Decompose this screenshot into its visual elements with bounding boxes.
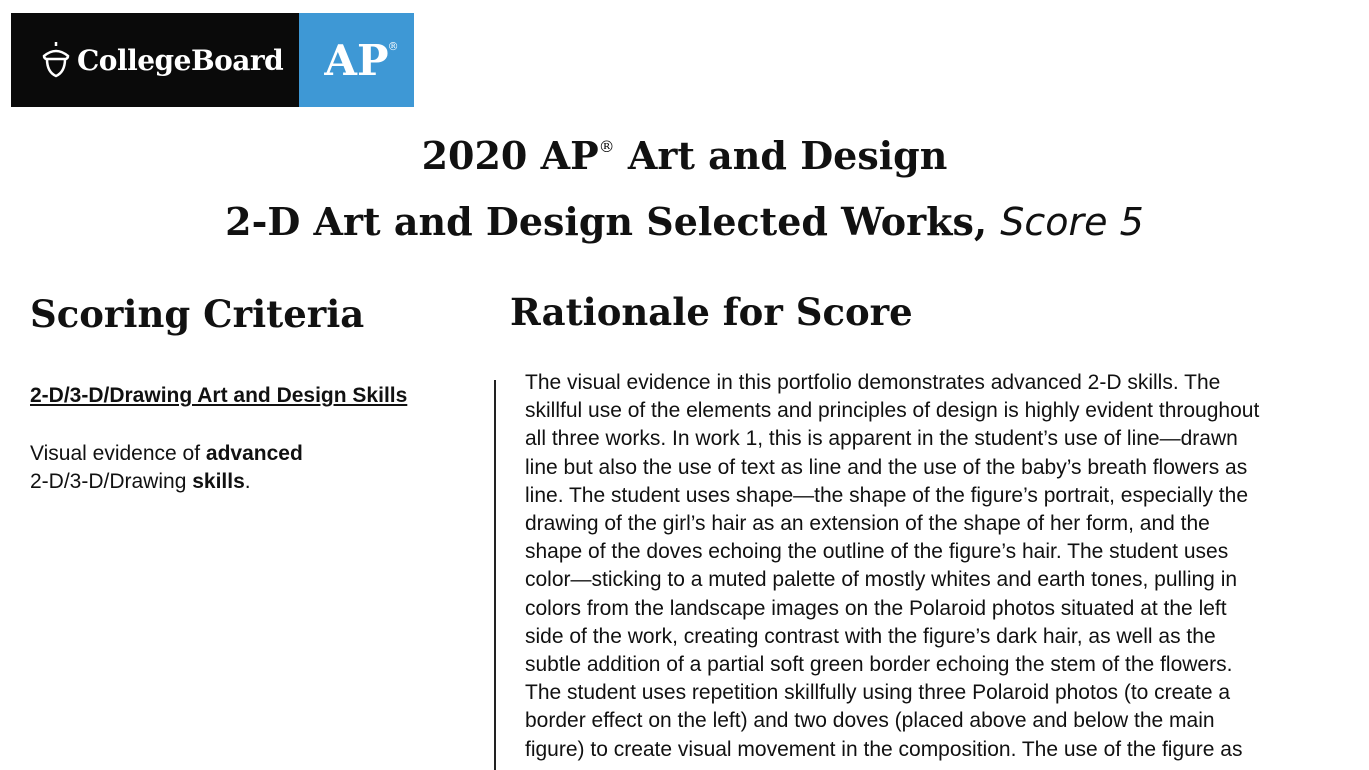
criteria-d: skills [192, 470, 245, 493]
rationale-line: colors from the landscape images on the Polaroid photos situated at the left [525, 596, 1227, 620]
ap-registered-mark: ® [387, 39, 399, 53]
rationale-line: side of the work, creating contrast with the figure’s dark hair, as well as the [525, 624, 1216, 648]
rationale-text [525, 369, 1365, 764]
rationale-line: figure) to create visual movement in the composition. The use of the figure as [525, 737, 1243, 761]
rationale-heading: Rationale for Score [510, 290, 913, 334]
college-board-ap-logo [11, 13, 414, 107]
scoring-criteria-heading: Scoring Criteria [30, 292, 365, 336]
ap-wordmark-text: AP [324, 35, 389, 85]
subtitle-prefix: 2-D Art and Design Selected Works, [225, 199, 1001, 244]
rationale-line: The visual evidence in this portfolio demonstrates advanced 2-D skills. The [525, 371, 1221, 394]
criteria-c: 2-D/3-D/Drawing [30, 470, 193, 493]
column-divider [494, 380, 496, 770]
criteria-e: . [244, 470, 251, 493]
ap-logo [299, 13, 414, 107]
skill-heading: 2-D/3-D/Drawing Art and Design Skills [30, 384, 408, 407]
title-line1-prefix: 2020 AP [421, 133, 599, 178]
rationale-line: shape of the doves echoing the outline of the figure’s hair. The student uses [525, 540, 1229, 564]
criteria-a: Visual evidence of [30, 442, 206, 465]
title-registered-mark: ® [598, 137, 615, 156]
rationale-line: line. The student uses shape—the shape of the figure’s portrait, especially the [525, 483, 1249, 507]
criteria-b: advanced [205, 442, 303, 465]
rationale-line: color—sticking to a muted palette of mostly whites and earth tones, pulling in [525, 568, 1238, 592]
rationale-line: all three works. In work 1, this is apparent in the student’s use of line—drawn [525, 427, 1238, 451]
rationale-line: drawing of the girl’s hair as an extension of the shape of her form, and the [525, 512, 1210, 536]
rationale-line: border effect on the left) and two doves (placed above and below the main [525, 709, 1215, 733]
rationale-line: line but also the use of text as line and the use of the baby’s breath flowers as [525, 455, 1248, 479]
page-subtitle [0, 199, 1369, 244]
college-board-logo [11, 13, 299, 107]
ap-wordmark [324, 35, 399, 85]
rationale-line: skillful use of the elements and principles of design is highly evident throughout [525, 399, 1260, 423]
title-line1-suffix: Art and Design [614, 133, 948, 178]
criteria-text [30, 440, 450, 496]
college-board-wordmark: CollegeBoard [77, 43, 284, 77]
acorn-icon [41, 42, 71, 78]
rationale-line: subtle addition of a partial soft green border echoing the stem of the flowers. [525, 653, 1233, 677]
page-title [0, 133, 1369, 178]
rationale-line: The student uses repetition skillfully using three Polaroid photos (to create a [525, 681, 1231, 705]
subtitle-score: Score 5 [1000, 200, 1144, 244]
